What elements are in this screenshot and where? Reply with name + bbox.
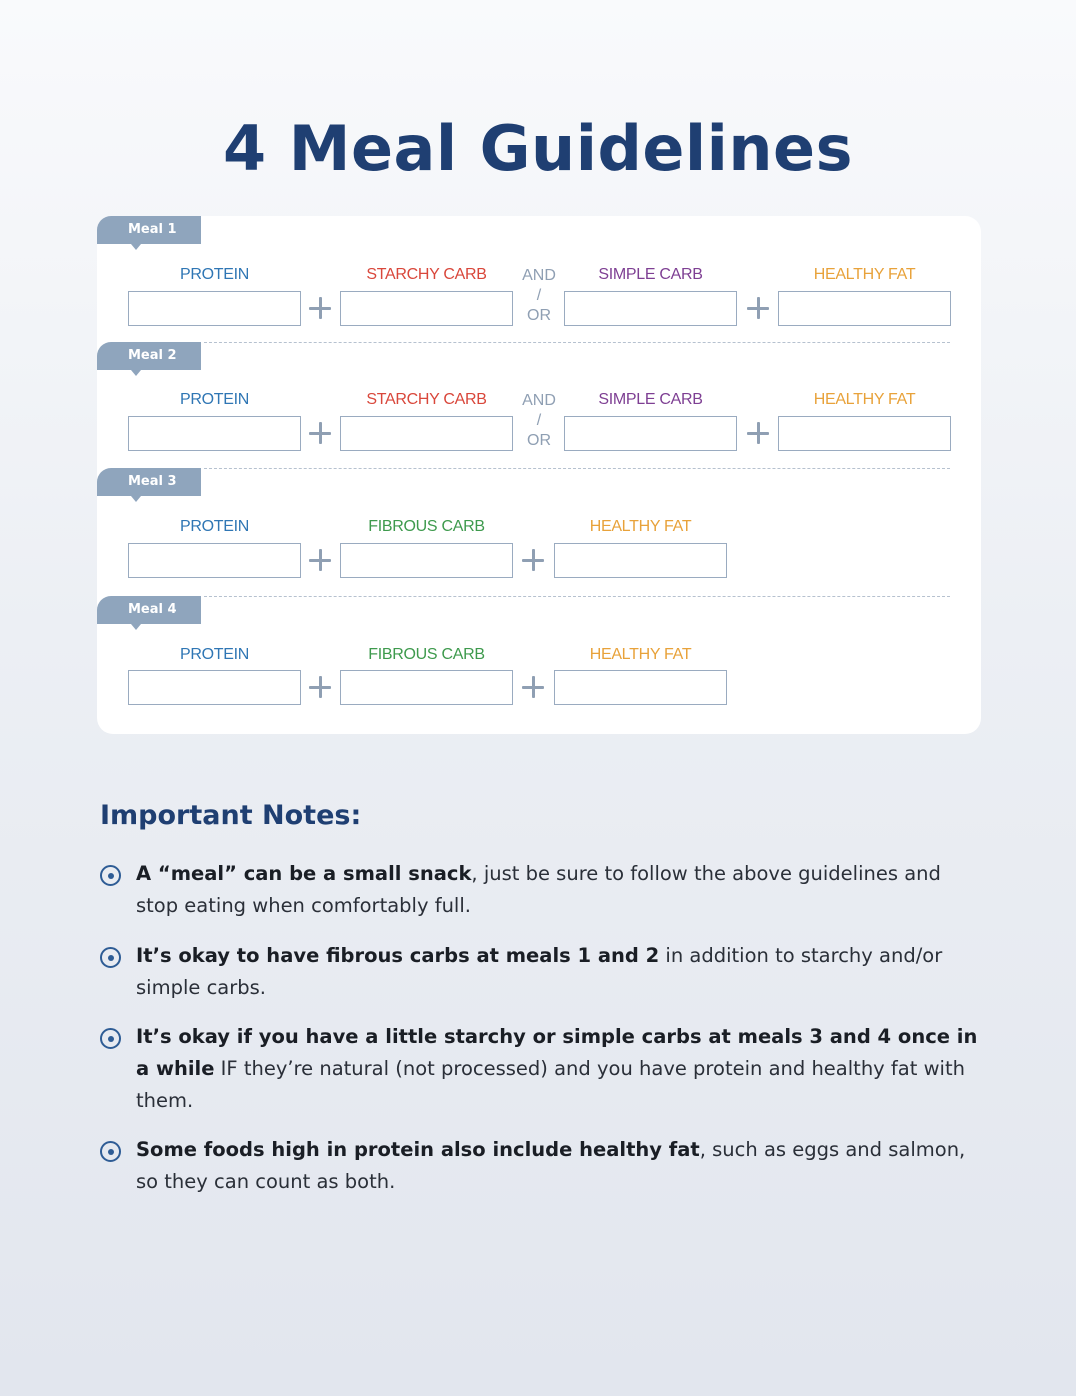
note-bold-text: A “meal” can be a small snack (136, 862, 472, 885)
note-bold-text: It’s okay if you have a little starchy or simple carbs at meals 3 and 4 once in a while (136, 1025, 978, 1080)
meal-1-starchy-carb-label: STARCHY CARB (366, 266, 487, 283)
and-text: AND (522, 392, 556, 409)
and-or-connector (514, 391, 564, 451)
plus-icon (309, 422, 333, 446)
meal-4-healthy-fat-label: HEALTHY FAT (589, 646, 692, 663)
note-item (100, 1134, 980, 1198)
meal-4-protein-field[interactable] (128, 670, 301, 705)
meal-2-tag: Meal 2 (97, 342, 201, 370)
meal-2-simple-carb-label: SIMPLE CARB (598, 391, 703, 408)
note-item (100, 858, 980, 922)
meal-1-starchy-carb-field[interactable] (340, 291, 513, 326)
meal-3-healthy-fat-label: HEALTHY FAT (589, 518, 692, 535)
slash-text: / (536, 412, 542, 429)
meal-3-fibrous-carb-label: FIBROUS CARB (368, 518, 485, 535)
slash-text: / (536, 287, 542, 304)
meal-4-protein-label: PROTEIN (179, 646, 250, 663)
meal-divider (204, 468, 950, 469)
meal-1-tag: Meal 1 (97, 216, 201, 244)
meal-3-protein-field[interactable] (128, 543, 301, 578)
meal-2-protein-field[interactable] (128, 416, 301, 451)
target-bullet-icon (100, 1028, 121, 1049)
meal-3-tag: Meal 3 (97, 468, 201, 496)
meal-1-protein-field[interactable] (128, 291, 301, 326)
meal-4-fibrous-carb-field[interactable] (340, 670, 513, 705)
meal-1-simple-carb-label: SIMPLE CARB (598, 266, 703, 283)
plus-icon (522, 549, 546, 573)
plus-icon (747, 297, 771, 321)
meal-1-simple-carb-field[interactable] (564, 291, 737, 326)
meal-2-simple-carb-field[interactable] (564, 416, 737, 451)
and-text: AND (522, 267, 556, 284)
meal-divider (204, 596, 950, 597)
and-or-connector (514, 266, 564, 326)
plus-icon (309, 297, 333, 321)
note-bold-text: Some foods high in protein also include healthy fat (136, 1138, 700, 1161)
meal-4-fibrous-carb-label: FIBROUS CARB (368, 646, 485, 663)
meal-1-protein-label: PROTEIN (179, 266, 250, 283)
note-text: in addition to starchy and/or simple carbs. (136, 944, 943, 999)
meal-divider (204, 342, 950, 343)
or-text: OR (527, 307, 551, 324)
notes-heading: Important Notes: (100, 800, 362, 831)
meal-3-protein-label: PROTEIN (179, 518, 250, 535)
plus-icon (747, 422, 771, 446)
meal-1-healthy-fat-label: HEALTHY FAT (813, 266, 916, 283)
note-bold-text: It’s okay to have fibrous carbs at meals 1 and 2 (136, 944, 660, 967)
meal-3-healthy-fat-field[interactable] (554, 543, 727, 578)
target-bullet-icon (100, 1141, 121, 1162)
meal-4-tag: Meal 4 (97, 596, 201, 624)
page-title: 4 Meal Guidelines (223, 112, 853, 185)
target-bullet-icon (100, 865, 121, 886)
meal-2-starchy-carb-field[interactable] (340, 416, 513, 451)
plus-icon (309, 549, 333, 573)
note-item (100, 940, 980, 1004)
note-text: , such as eggs and salmon, so they can count as both. (136, 1138, 966, 1193)
note-item (100, 1021, 980, 1117)
note-text: IF they’re natural (not processed) and you have protein and healthy fat with them. (136, 1057, 965, 1112)
meal-3-fibrous-carb-field[interactable] (340, 543, 513, 578)
note-text: , just be sure to follow the above guidelines and stop eating when comfortably full. (136, 862, 941, 917)
meal-2-starchy-carb-label: STARCHY CARB (366, 391, 487, 408)
target-bullet-icon (100, 947, 121, 968)
meal-1-healthy-fat-field[interactable] (778, 291, 951, 326)
meal-2-healthy-fat-label: HEALTHY FAT (813, 391, 916, 408)
meal-2-protein-label: PROTEIN (179, 391, 250, 408)
plus-icon (522, 676, 546, 700)
or-text: OR (527, 432, 551, 449)
plus-icon (309, 676, 333, 700)
meal-2-healthy-fat-field[interactable] (778, 416, 951, 451)
meal-4-healthy-fat-field[interactable] (554, 670, 727, 705)
